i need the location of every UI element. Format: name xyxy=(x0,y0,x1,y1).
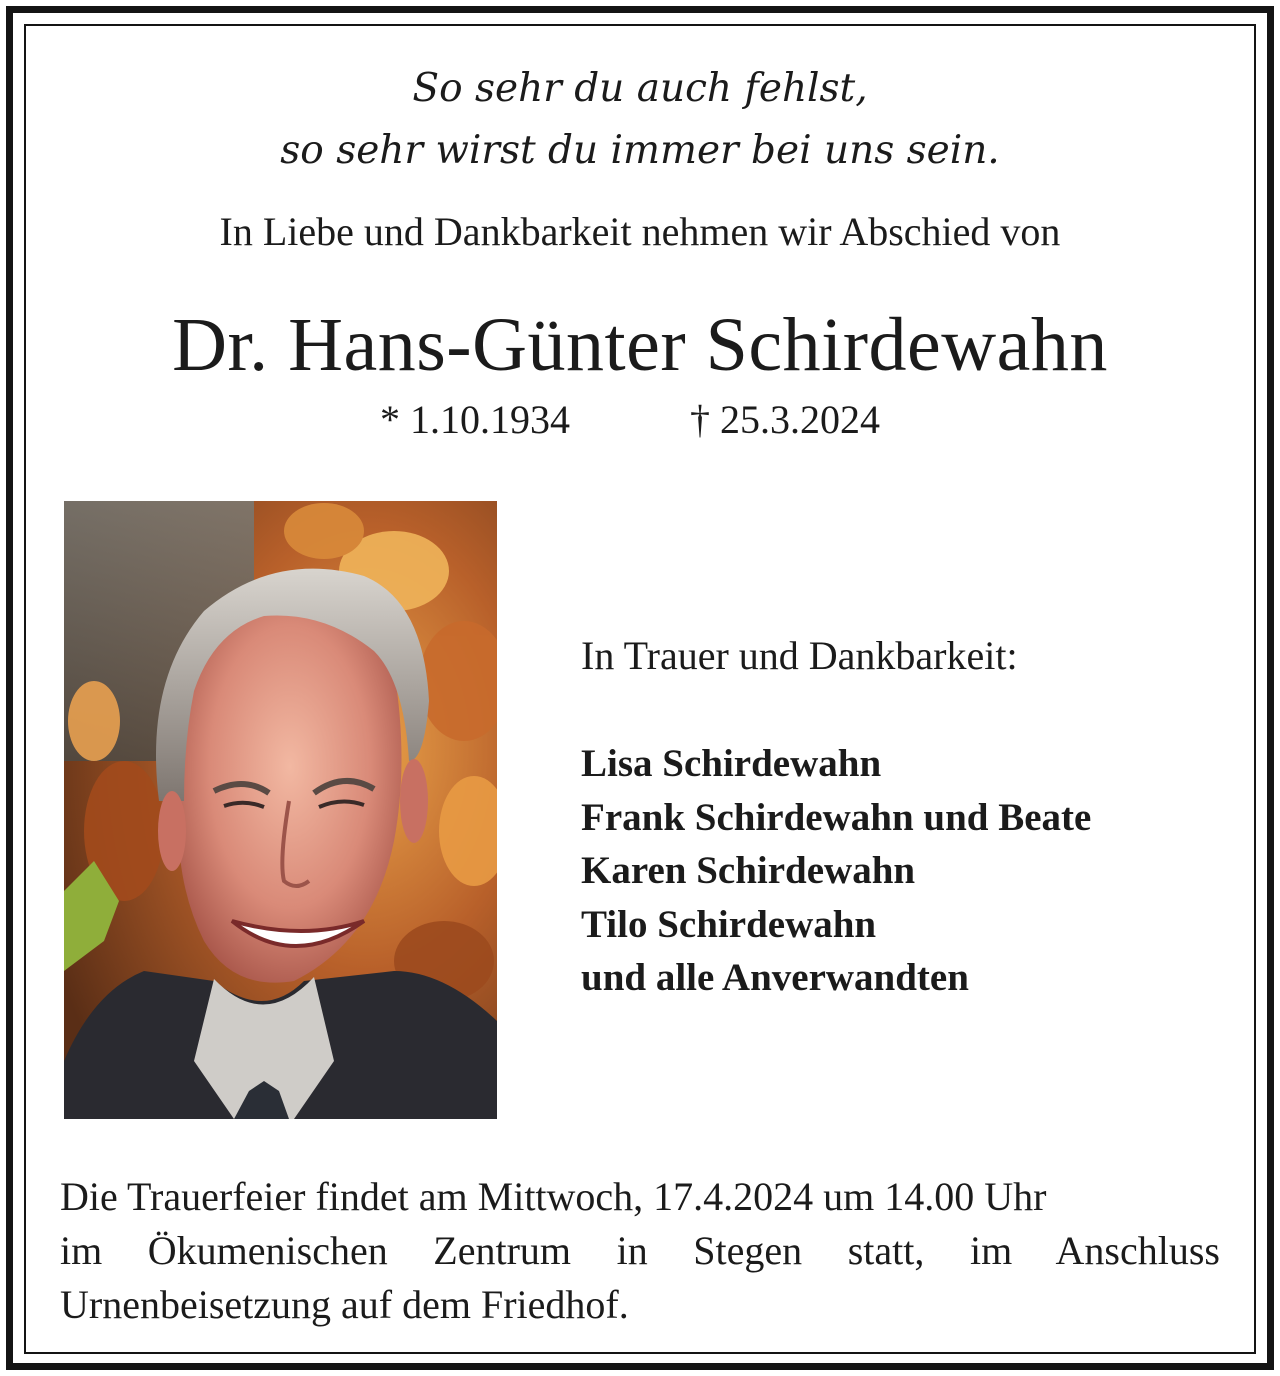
memorial-quote xyxy=(0,58,1280,182)
quote-line-1: So sehr du auch fehlst, xyxy=(412,66,868,111)
mourner-name: Tilo Schirdewahn xyxy=(581,902,877,946)
service-line-1: Die Trauerfeier findet am Mittwoch, 17.4.2024 um 14.00 Uhr xyxy=(60,1174,1047,1219)
service-line-2: im Ökumenischen Zentrum in Stegen statt, im Anschluss xyxy=(60,1228,1220,1273)
mourner-name: Frank Schirdewahn und Beate xyxy=(581,795,1092,839)
birth-date: * 1.10.1934 xyxy=(380,397,570,442)
mourner-name: und alle Anverwandten xyxy=(581,956,969,999)
farewell-intro: In Liebe und Dankbarkeit nehmen wir Abschied von xyxy=(219,209,1061,254)
service-line-3: Urnenbeisetzung auf dem Friedhof. xyxy=(60,1282,629,1327)
deceased-name: Dr. Hans-Günter Schirdewahn xyxy=(172,303,1108,387)
death-date: † 25.3.2024 xyxy=(690,397,880,442)
funeral-service-notice xyxy=(60,1170,1220,1332)
mourner-name: Karen Schirdewahn xyxy=(581,849,916,892)
portrait-photo xyxy=(64,501,497,1119)
quote-line-2: so sehr wirst du immer bei uns sein. xyxy=(280,128,1000,173)
mourners-list xyxy=(581,737,1091,1005)
mourners-heading: In Trauer und Dankbarkeit: xyxy=(581,633,1018,678)
mourner-name: Lisa Schirdewahn xyxy=(581,742,882,785)
